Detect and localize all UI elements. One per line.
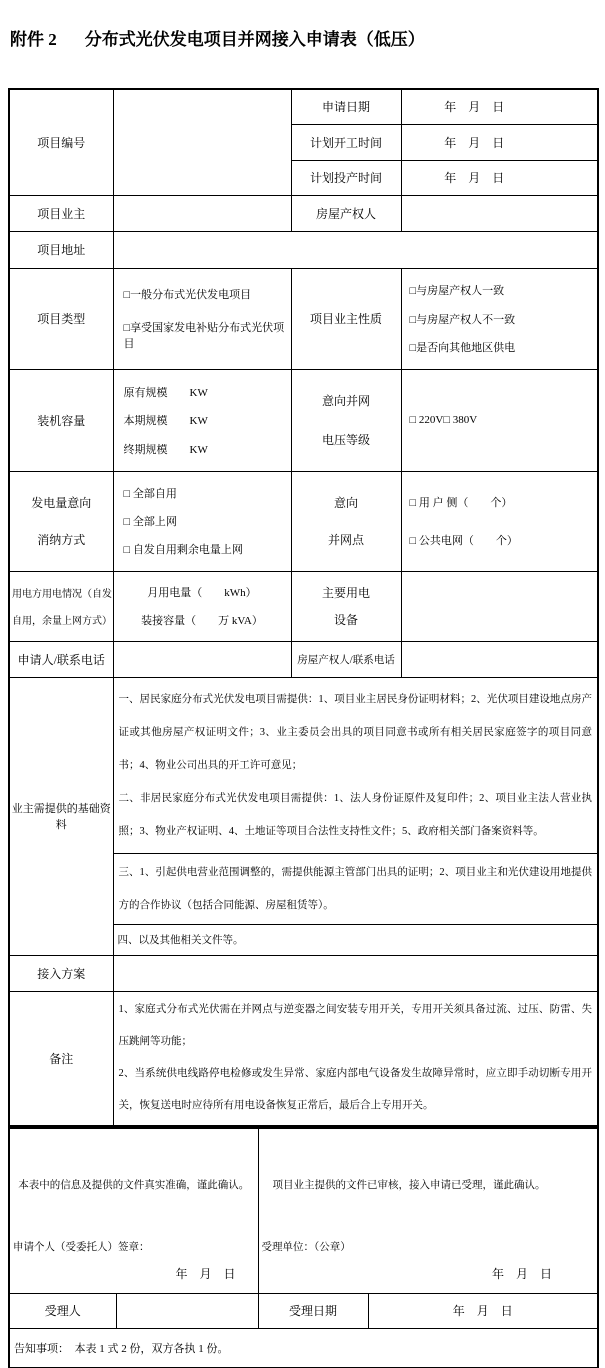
table-row <box>9 991 598 1126</box>
monthly-usage-line[interactable]: 月用电量（ kWh） <box>147 587 257 600</box>
application-date-value[interactable]: 年 月 日 <box>401 89 598 124</box>
attachment-label: 附件 2 <box>10 30 57 49</box>
table-row <box>9 471 598 571</box>
project-type-options-cell <box>113 268 291 369</box>
house-owner-phone-label: 房屋产权人/联系电话 <box>291 641 401 677</box>
main-equipment-label-line2: 设备 <box>333 613 358 628</box>
grid-voltage-label-line1: 意向并网 <box>321 394 370 409</box>
checkbox-option-supply-other-areas[interactable]: □是否向其他地区供电 <box>409 341 516 354</box>
remarks-text-outage-procedure: 2、当系统供电线路停电检修或发生异常、家庭内部电气设备发生故障异常时，应立即手动切断专用开关，恢复送电时应待所有用电设备恢复正常后，最后合上专用开关。 <box>118 1068 592 1112</box>
house-owner-input[interactable] <box>401 195 598 231</box>
consumption-label-line2: 消纳方式 <box>37 533 86 548</box>
materials-requirements-cell-2 <box>113 853 598 924</box>
notice-text: 告知事项： 本表 1 式 2 份，双方各执 1 份。 <box>9 1328 598 1368</box>
planned-start-label: 计划开工时间 <box>291 124 401 160</box>
checkbox-option-different-from-house-owner[interactable]: □与房屋产权人不一致 <box>409 313 516 326</box>
checkbox-option-self-use-surplus-to-grid[interactable]: □ 自发自用剩余电量上网 <box>123 544 243 556</box>
table-row <box>9 231 598 268</box>
capacity-final-line[interactable]: 终期规模 KW <box>123 443 208 456</box>
checkbox-option-same-as-house-owner[interactable]: □与房屋产权人一致 <box>409 285 505 298</box>
table-row <box>9 195 598 231</box>
planned-start-date-value[interactable]: 年 月 日 <box>401 124 598 160</box>
basic-materials-label: 业主需提供的基础资料 <box>9 677 113 955</box>
acceptance-signature-box <box>258 1128 598 1293</box>
power-usage-label <box>9 571 113 641</box>
signature-section-table <box>8 1127 599 1368</box>
table-row <box>9 1293 598 1328</box>
access-plan-input[interactable] <box>113 955 598 991</box>
table-row <box>9 641 598 677</box>
accepting-unit-seal-label[interactable]: 受理单位：（公章） <box>261 1242 351 1254</box>
project-owner-input[interactable] <box>113 195 291 231</box>
house-owner-label: 房屋产权人 <box>291 195 401 231</box>
applicant-confirmation-text: 本表中的信息及提供的文件真实准确，谨此确认。 <box>18 1180 250 1192</box>
applicant-phone-label: 申请人/联系电话 <box>9 641 113 677</box>
project-address-input[interactable] <box>113 231 598 268</box>
consumption-label-line1: 发电量意向 <box>31 495 92 510</box>
checkbox-option-user-side[interactable]: □ 用 户 侧（ 个） <box>409 497 513 510</box>
table-row <box>9 369 598 471</box>
checkbox-option-voltage-220v-380v[interactable]: □ 220V□ 380V <box>401 369 598 471</box>
materials-text-other-documents: 四、以及其他相关文件等。 <box>113 924 598 955</box>
consumption-options-cell <box>113 471 291 571</box>
checkbox-option-general-pv-project[interactable]: □一般分布式光伏发电项目 <box>123 289 252 302</box>
planned-production-label: 计划投产时间 <box>291 160 401 195</box>
planned-production-date-value[interactable]: 年 月 日 <box>401 160 598 195</box>
acceptance-confirmation-text: 项目业主提供的文件已审核，接入申请已受理，谨此确认。 <box>272 1180 546 1192</box>
checkbox-option-all-to-grid[interactable]: □ 全部上网 <box>123 516 177 528</box>
checkbox-option-all-self-use[interactable]: □ 全部自用 <box>123 488 177 500</box>
acceptor-label: 受理人 <box>9 1293 116 1328</box>
connection-point-options-cell <box>401 471 598 571</box>
applicant-sign-date-value[interactable]: 年 月 日 <box>175 1267 236 1282</box>
document-header <box>0 0 605 50</box>
house-owner-phone-input[interactable] <box>401 641 598 677</box>
connection-point-label-line2: 并网点 <box>327 533 364 548</box>
applicant-signature-box <box>9 1128 258 1293</box>
project-address-label: 项目地址 <box>9 231 113 268</box>
power-usage-label-line2: 自用，余量上网方式） <box>12 616 112 627</box>
materials-text-residential: 一、居民家庭分布式光伏发电项目需提供：1、项目业主居民身份证明材料；2、光伏项目建设地点房产证或其他房屋产权证明文件；3、业主委员会出具的项目同意书或所有相关居民家庭签字的项目同意书；4、物业公司出具的开工许可意见； <box>118 693 592 771</box>
table-row <box>9 1328 598 1368</box>
remarks-label: 备注 <box>9 991 113 1126</box>
grid-voltage-label <box>291 369 401 471</box>
table-row <box>9 268 598 369</box>
remarks-cell <box>113 991 598 1126</box>
accept-date-value[interactable]: 年 月 日 <box>368 1293 598 1328</box>
connection-point-label-line1: 意向 <box>333 495 358 510</box>
applicant-phone-input[interactable] <box>113 641 291 677</box>
access-plan-label: 接入方案 <box>9 955 113 991</box>
table-row <box>9 89 598 124</box>
owner-nature-label: 项目业主性质 <box>291 268 401 369</box>
checkbox-option-subsidized-pv-project[interactable]: □享受国家发电补贴分布式光伏项目 <box>123 321 285 350</box>
project-owner-label: 项目业主 <box>9 195 113 231</box>
main-equipment-input[interactable] <box>401 571 598 641</box>
page-title: 分布式光伏发电项目并网接入申请表（低压） <box>84 30 425 49</box>
grid-voltage-label-line2: 电压等级 <box>321 432 370 447</box>
consumption-mode-label <box>9 471 113 571</box>
owner-nature-options-cell <box>401 268 598 369</box>
power-usage-label-line1: 用电方用电情况（自发 <box>12 589 112 600</box>
main-equipment-label <box>291 571 401 641</box>
connection-point-label <box>291 471 401 571</box>
acceptor-input[interactable] <box>116 1293 258 1328</box>
installed-capacity-label: 装机容量 <box>9 369 113 471</box>
capacity-values-cell <box>113 369 291 471</box>
project-type-label: 项目类型 <box>9 268 113 369</box>
capacity-existing-line[interactable]: 原有规模 KW <box>123 386 208 399</box>
main-form-table <box>8 88 599 1127</box>
project-number-label: 项目编号 <box>9 89 113 195</box>
checkbox-option-public-grid[interactable]: □ 公共电网（ 个） <box>409 534 518 547</box>
table-row <box>9 571 598 641</box>
accept-date-label: 受理日期 <box>258 1293 368 1328</box>
connected-capacity-line[interactable]: 装接容量（ 万 kVA） <box>141 614 263 627</box>
remarks-text-switch-requirement: 1、家庭式分布式光伏需在并网点与逆变器之间安装专用开关，专用开关须具备过流、过压、防雷、失压跳闸等功能； <box>118 1004 592 1048</box>
main-equipment-label-line1: 主要用电 <box>321 585 370 600</box>
materials-text-scope-adjustment: 三、1、引起供电营业范围调整的，需提供能源主管部门出具的证明；2、项目业主和光伏建设用地提供方的合作协议（包括合同能源、房屋租赁等）。 <box>118 866 592 911</box>
applicant-sign-label[interactable]: 申请个人（受委托人）签章： <box>13 1242 150 1254</box>
table-row <box>9 1128 598 1293</box>
usage-values-cell <box>113 571 291 641</box>
materials-text-non-residential: 二、非居民家庭分布式光伏发电项目需提供：1、法人身份证原件及复印件；2、项目业主法人营业执照；3、物业产权证明、4、土地证等项目合法性支持性文件；5、政府相关部门备案资料等。 <box>118 792 592 837</box>
table-row <box>9 677 598 853</box>
acceptance-sign-date-value[interactable]: 年 月 日 <box>491 1267 552 1282</box>
table-row <box>9 955 598 991</box>
capacity-current-line[interactable]: 本期规模 KW <box>123 415 208 427</box>
application-date-label: 申请日期 <box>291 89 401 124</box>
project-number-input[interactable] <box>113 89 291 195</box>
materials-requirements-cell-1 <box>113 677 598 853</box>
